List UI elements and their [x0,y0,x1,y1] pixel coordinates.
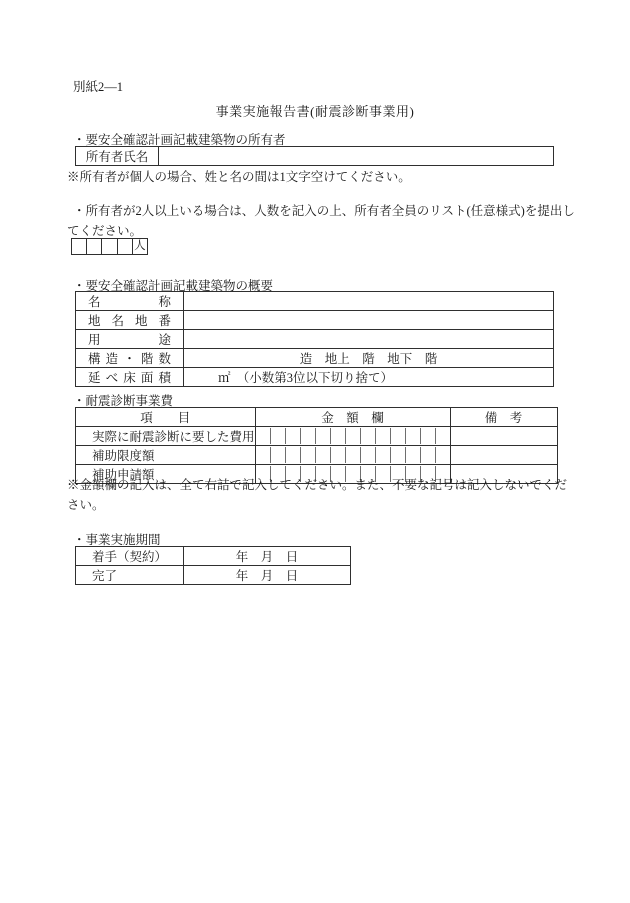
owner-count-cell[interactable] [118,239,133,254]
table-row [76,330,554,349]
owner-count-unit-cell: 人 [134,240,146,252]
owner-section-heading: ・要安全確認計画記載建築物の所有者 [73,133,286,147]
actual-cost-remarks-field[interactable] [450,427,557,446]
subsidy-limit-label: 補助限度額 [76,446,256,465]
building-name-field[interactable] [184,292,554,311]
period-section-heading: ・事業実施期間 [73,533,161,547]
building-name-label: 名称 [76,292,184,311]
building-section-heading: ・要安全確認計画記載建築物の概要 [73,279,274,293]
table-row [76,368,554,387]
attachment-number: 別紙2—1 [73,80,124,94]
subsidy-limit-remarks-field[interactable] [450,446,557,465]
building-floor-area-field[interactable]: ㎡ （小数第3位以下切り捨て） [184,368,554,387]
building-usage-field[interactable] [184,330,554,349]
subsidy-request-label: 補助申請額 [76,465,256,484]
individual-owner-note: ※所有者が個人の場合、姓と名の間は1文字空けてください。 [67,170,411,184]
table-row [76,427,558,446]
building-structure-label: 構造・階数 [76,349,184,368]
cost-section-heading: ・耐震診断事業費 [73,394,174,408]
table-row [76,311,554,330]
cost-remarks-header: 備 考 [450,408,557,427]
building-address-label: 地名地番 [76,311,184,330]
building-overview-table [75,291,554,387]
building-usage-label: 用途 [76,330,184,349]
building-floor-area-label: 延べ床面積 [76,368,184,387]
owner-count-cell[interactable] [102,239,117,254]
table-row [76,349,554,368]
owner-count-cell[interactable] [87,239,102,254]
building-address-field[interactable] [184,311,554,330]
period-table [75,546,351,585]
completion-date-label: 完了 [76,566,184,585]
multi-owner-instruction-line2: てください。 [67,224,143,238]
actual-cost-label: 実際に耐震診断に要した費用 [76,427,256,446]
actual-cost-amount-cell[interactable] [255,427,450,446]
table-row [76,566,351,585]
building-structure-field[interactable]: 造 地上 階 地下 階 [184,349,554,368]
table-row [76,547,351,566]
owner-count-grid [71,238,148,255]
cost-amount-header: 金 額 欄 [255,408,450,427]
owner-name-label: 所有者氏名 [76,147,159,166]
owner-name-field[interactable] [159,147,554,166]
start-date-label: 着手（契約） [76,547,184,566]
owner-name-table [75,146,554,166]
multi-owner-instruction-line1: ・所有者が2人以上いる場合は、人数を記入の上、所有者全員のリスト(任意様式)を提出し [73,204,575,218]
table-header-row [76,408,558,427]
amount-note-line2: さい。 [67,498,105,512]
owner-count-cell[interactable] [72,239,87,254]
cost-item-header: 項 目 [76,408,256,427]
start-date-field[interactable]: 年 月 日 [184,547,351,566]
subsidy-limit-amount-cell[interactable] [255,446,450,465]
cost-table [75,407,558,484]
amount-digit-grid [256,428,450,444]
table-row [76,292,554,311]
table-row [76,446,558,465]
document-title: 事業実施報告書(耐震診断事業用) [215,104,415,119]
amount-note-line1: ※金額欄の記入は、全て右詰で記入してください。また、不要な記号は記入しないでくだ [67,478,568,492]
completion-date-field[interactable]: 年 月 日 [184,566,351,585]
amount-digit-grid [256,447,450,463]
